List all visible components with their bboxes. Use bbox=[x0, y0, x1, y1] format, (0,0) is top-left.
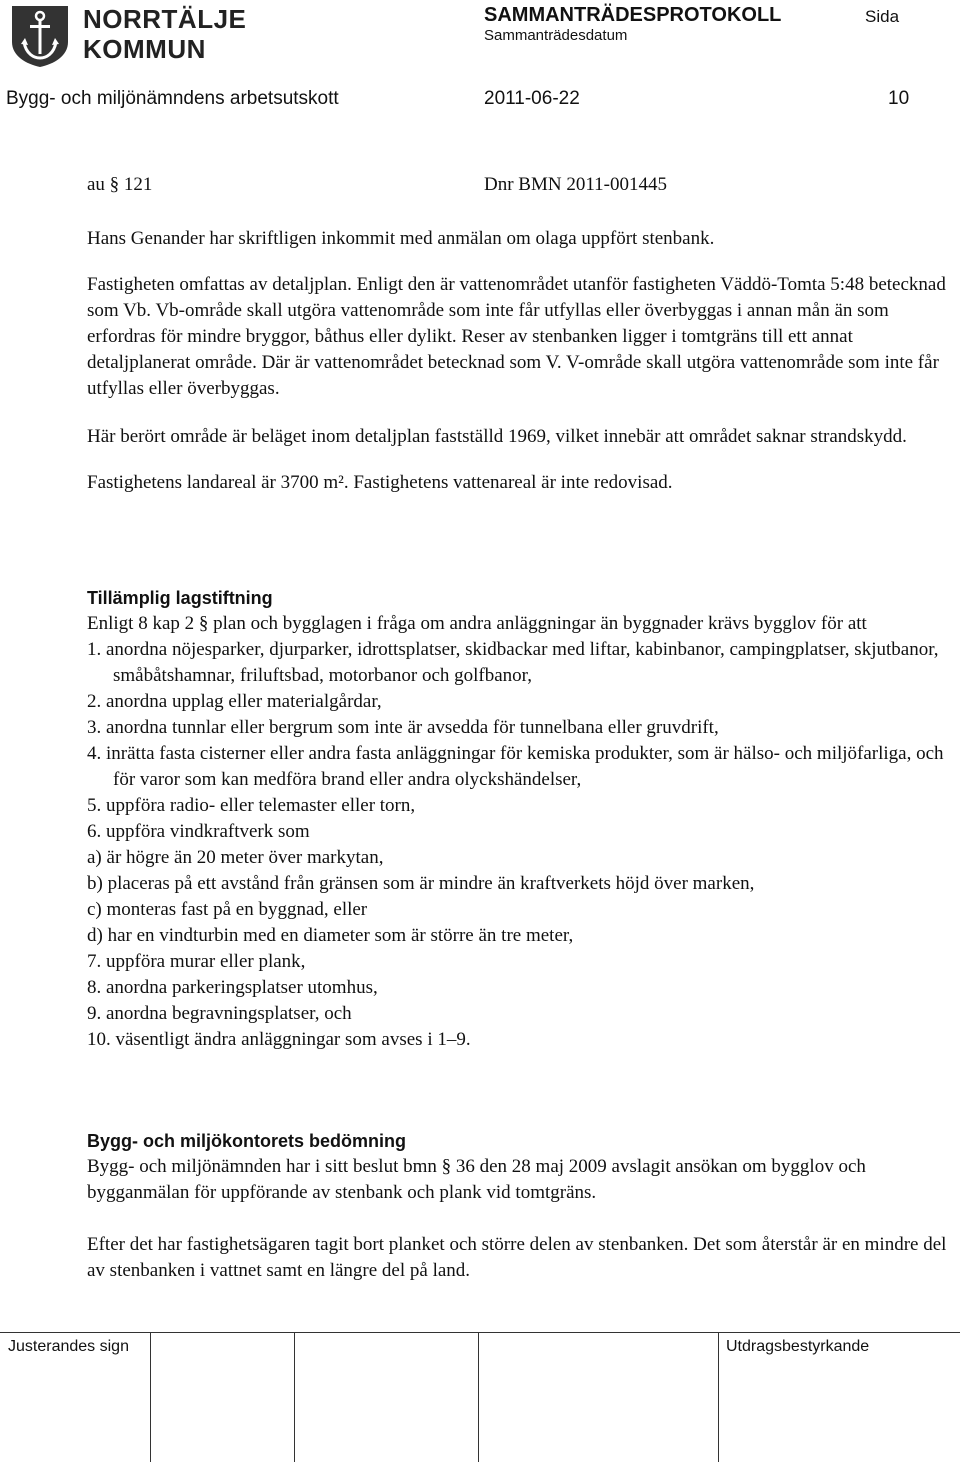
body-paragraph: Här berört område är beläget inom detaljplan fastställd 1969, vilket innebär att området saknar strandskydd. bbox=[87, 426, 907, 447]
list-item: 6. uppföra vindkraftverk som bbox=[87, 821, 310, 842]
body-paragraph: Fastighetens landareal är 3700 m². Fastighetens vattenareal är inte redovisad. bbox=[87, 472, 673, 493]
protocol-title: SAMMANTRÄDESPROTOKOLL bbox=[484, 4, 782, 26]
list-item: 5. uppföra radio- eller telemaster eller torn, bbox=[87, 795, 416, 816]
assessment-heading: Bygg- och miljökontorets bedömning bbox=[87, 1131, 406, 1151]
page-label: Sida bbox=[865, 7, 900, 26]
meeting-date: 2011-06-22 bbox=[484, 88, 580, 109]
list-item: 3. anordna tunnlar eller bergrum som inte är avsedda för tunnelbana eller gruvdrift, bbox=[87, 717, 719, 738]
legislation-heading: Tillämplig lagstiftning bbox=[87, 588, 273, 608]
intro-section bbox=[87, 226, 957, 496]
list-item: 1. anordna nöjesparker, djurparker, idrottsplatser, skidbackar med liftar, kabinbanor, campingplatser, skjutbanor, småbåtshamnar, friluftsbad, motorbanor och golfbanor, bbox=[87, 639, 939, 686]
case-dnr: Dnr BMN 2011-001445 bbox=[484, 174, 667, 195]
sign-label: Justerandes sign bbox=[8, 1338, 129, 1355]
list-item: b) placeras på ett avstånd från gränsen som är mindre än kraftverkets höjd över marken, bbox=[87, 873, 755, 894]
committee-name: Bygg- och miljönämndens arbetsutskott bbox=[6, 88, 339, 109]
logo-line-2: KOMMUN bbox=[83, 34, 206, 64]
assessment-paragraph: Efter det har fastighetsägaren tagit bort planket och större delen av stenbanken. Det som återstår är en mindre del av stenbanken i vattnet samt en längre del på land. bbox=[87, 1234, 947, 1281]
meeting-date-label: Sammanträdesdatum bbox=[484, 27, 628, 44]
anchor-shield-icon bbox=[8, 4, 72, 68]
extract-label: Utdragsbestyrkande bbox=[726, 1338, 870, 1355]
footer-column-divider bbox=[150, 1332, 151, 1462]
logo-wordmark bbox=[83, 4, 253, 64]
legislation-section bbox=[87, 585, 957, 1053]
list-item: 2. anordna upplag eller materialgårdar, bbox=[87, 691, 382, 712]
list-item: 9. anordna begravningsplatser, och bbox=[87, 1003, 352, 1024]
assessment-section bbox=[87, 1128, 957, 1284]
list-item: 4. inrätta fasta cisterner eller andra fasta anläggningar för kemiska produkter, som är hälso- och miljöfarliga, och för varor som kan medföra brand eller andra olyckshändelser, bbox=[87, 743, 944, 790]
logo-line-1: NORRTÄLJE bbox=[83, 4, 247, 34]
list-item: 7. uppföra murar eller plank, bbox=[87, 951, 306, 972]
list-item: c) monteras fast på en byggnad, eller bbox=[87, 899, 368, 920]
list-item: 8. anordna parkeringsplatser utomhus, bbox=[87, 977, 378, 998]
footer-column-divider bbox=[294, 1332, 295, 1462]
body-paragraph: Fastigheten omfattas av detaljplan. Enligt den är vattenområdet utanför fastigheten Väddö-Tomta 5:48 betecknad som Vb. Vb-område skall utgöra vattenområde som inte får utfyllas eller överbyggas i annan mån än som erfordras för mindre bryggor, båthus eller dylikt. Reser av stenbanken ligger i tomtgräns till ett annat detaljplanerat område. Där är vattenområdet betecknad som V. V-område skall utgöra vattenområde som inte får utfyllas eller överbyggas. bbox=[87, 274, 946, 399]
assessment-paragraph: Bygg- och miljönämnden har i sitt beslut bmn § 36 den 28 maj 2009 avslagit ansökan om bygglov och bygganmälan för uppförande av stenbank och plank vid tomtgräns. bbox=[87, 1156, 866, 1203]
case-paragraph: au § 121 bbox=[87, 174, 153, 195]
municipality-logo bbox=[8, 4, 72, 68]
footer-column-divider bbox=[478, 1332, 479, 1462]
list-item: a) är högre än 20 meter över markytan, bbox=[87, 847, 384, 868]
signature-footer bbox=[0, 1332, 960, 1462]
legislation-intro: Enligt 8 kap 2 § plan och bygglagen i fråga om andra anläggningar än byggnader krävs bygglov för att bbox=[87, 613, 867, 634]
body-paragraph: Hans Genander har skriftligen inkommit med anmälan om olaga uppfört stenbank. bbox=[87, 228, 715, 249]
list-item: 10. väsentligt ändra anläggningar som avses i 1–9. bbox=[87, 1029, 471, 1050]
footer-divider bbox=[0, 1332, 960, 1333]
list-item: d) har en vindturbin med en diameter som är större än tre meter, bbox=[87, 925, 574, 946]
footer-column-divider bbox=[718, 1332, 719, 1462]
page-number: 10 bbox=[888, 88, 910, 109]
